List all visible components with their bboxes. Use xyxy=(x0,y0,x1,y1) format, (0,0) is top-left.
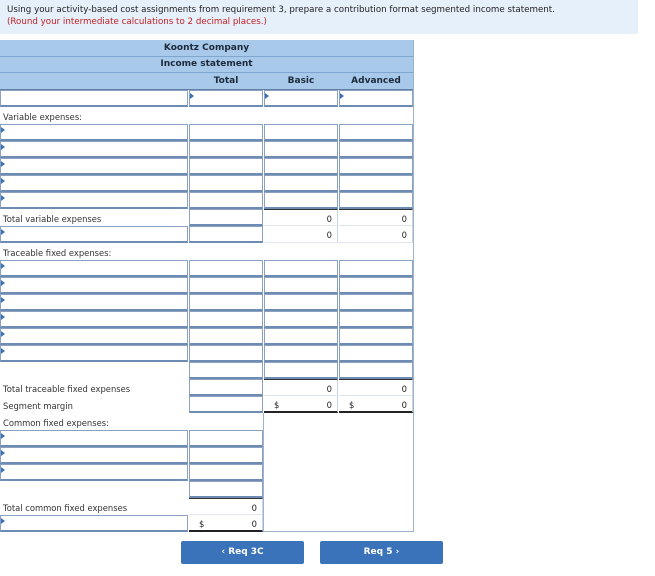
table-bottom-border xyxy=(263,531,414,532)
traceable-fixed-row xyxy=(0,362,413,379)
total-traceable-fixed-label: Total traceable fixed expenses xyxy=(3,384,131,394)
common-fixed-total-input[interactable] xyxy=(189,464,263,481)
column-header-row xyxy=(0,73,413,90)
segment-margin-advanced-value xyxy=(339,396,413,413)
common-fixed-label-input[interactable] xyxy=(0,447,188,464)
traceable-fixed-label-input[interactable] xyxy=(0,311,188,328)
common-fixed-heading-row xyxy=(0,413,413,430)
contribution-margin-total-input[interactable] xyxy=(189,226,263,243)
prev-req-button[interactable] xyxy=(181,541,304,564)
total-variable-expenses-row xyxy=(0,209,413,226)
chevron-left-icon: ‹ xyxy=(221,547,226,557)
traceable-fixed-advanced-input[interactable] xyxy=(339,345,413,362)
variable-expense-advanced-input[interactable] xyxy=(339,141,413,158)
traceable-fixed-basic-input[interactable] xyxy=(264,345,338,362)
segment-margin-total-input[interactable] xyxy=(189,396,263,413)
contribution-margin-basic-value: 0 xyxy=(264,226,338,243)
segment-margin-row xyxy=(0,396,413,413)
traceable-fixed-label-input[interactable] xyxy=(0,328,188,345)
variable-expense-total-input[interactable] xyxy=(189,192,263,209)
traceable-fixed-total-input[interactable] xyxy=(189,362,263,379)
variable-expense-total-input[interactable] xyxy=(189,158,263,175)
variable-expenses-label: Variable expenses: xyxy=(3,112,83,122)
statement-title: Income statement xyxy=(0,57,413,73)
contribution-margin-row xyxy=(0,226,413,243)
traceable-fixed-basic-input[interactable] xyxy=(264,260,338,277)
sales-label-input[interactable] xyxy=(0,90,188,107)
common-fixed-row xyxy=(0,447,413,464)
common-fixed-total-input[interactable] xyxy=(189,481,263,498)
variable-expense-label-input[interactable] xyxy=(0,124,188,141)
segment-margin-advanced-dollar: $ xyxy=(349,400,355,410)
variable-expense-label-input[interactable] xyxy=(0,175,188,192)
total-variable-basic-value: 0 xyxy=(264,209,338,226)
variable-expense-advanced-input[interactable] xyxy=(339,124,413,141)
common-area-divider xyxy=(263,413,264,532)
variable-expense-advanced-input[interactable] xyxy=(339,158,413,175)
total-common-fixed-label: Total common fixed expenses xyxy=(3,503,128,513)
net-operating-income-total-value xyxy=(189,515,263,532)
common-fixed-row xyxy=(0,430,413,447)
instruction-note: (Round your intermediate calculations to 2 decimal places.) xyxy=(7,16,267,27)
total-variable-expenses-label: Total variable expenses xyxy=(3,214,102,224)
variable-expense-row xyxy=(0,158,413,175)
traceable-fixed-total-input[interactable] xyxy=(189,277,263,294)
segment-margin-basic-amount: 0 xyxy=(326,400,332,410)
variable-expense-row xyxy=(0,141,413,158)
traceable-fixed-total-input[interactable] xyxy=(189,260,263,277)
variable-expense-row xyxy=(0,192,413,209)
variable-expense-basic-input[interactable] xyxy=(264,175,338,192)
segment-margin-label: Segment margin xyxy=(3,401,73,411)
instruction-panel xyxy=(0,0,638,34)
traceable-fixed-advanced-input[interactable] xyxy=(339,260,413,277)
traceable-fixed-advanced-input[interactable] xyxy=(339,311,413,328)
variable-expense-row xyxy=(0,124,413,141)
net-operating-income-row xyxy=(0,515,413,532)
variable-expense-label-input[interactable] xyxy=(0,158,188,175)
variable-expense-total-input[interactable] xyxy=(189,124,263,141)
table-right-border xyxy=(413,40,414,532)
total-common-fixed-value: 0 xyxy=(189,498,263,515)
segment-margin-basic-value xyxy=(264,396,338,413)
common-fixed-label: Common fixed expenses: xyxy=(3,418,109,428)
net-operating-income-label-input[interactable] xyxy=(0,515,188,532)
traceable-fixed-row xyxy=(0,328,413,345)
total-common-fixed-row xyxy=(0,498,413,515)
traceable-fixed-basic-input[interactable] xyxy=(264,294,338,311)
total-variable-advanced-value: 0 xyxy=(339,209,413,226)
traceable-fixed-heading-row xyxy=(0,243,413,260)
net-operating-income-amount: 0 xyxy=(251,519,257,529)
traceable-fixed-advanced-input[interactable] xyxy=(339,294,413,311)
variable-expense-label-input[interactable] xyxy=(0,141,188,158)
traceable-fixed-basic-input[interactable] xyxy=(264,328,338,345)
traceable-fixed-advanced-input[interactable] xyxy=(339,277,413,294)
variable-expense-row xyxy=(0,175,413,192)
total-traceable-advanced-value: 0 xyxy=(339,379,413,396)
traceable-fixed-label-input[interactable] xyxy=(0,277,188,294)
traceable-fixed-total-input[interactable] xyxy=(189,311,263,328)
variable-expense-basic-input[interactable] xyxy=(264,192,338,209)
variable-expense-basic-input[interactable] xyxy=(264,141,338,158)
traceable-fixed-label-input[interactable] xyxy=(0,345,188,362)
traceable-fixed-row xyxy=(0,277,413,294)
traceable-fixed-basic-input[interactable] xyxy=(264,362,338,379)
total-variable-total-input[interactable] xyxy=(189,209,263,226)
sales-total-input[interactable] xyxy=(189,90,263,107)
column-total: Total xyxy=(213,76,239,86)
sales-row xyxy=(0,90,413,107)
traceable-fixed-total-input[interactable] xyxy=(189,345,263,362)
prev-req-label: Req 3C xyxy=(228,547,264,557)
variable-expense-basic-input[interactable] xyxy=(264,158,338,175)
contribution-margin-label-input[interactable] xyxy=(0,226,188,243)
common-fixed-total-input[interactable] xyxy=(189,447,263,464)
sales-advanced-input[interactable] xyxy=(339,90,413,107)
total-traceable-basic-value: 0 xyxy=(264,379,338,396)
column-basic: Basic xyxy=(287,76,315,86)
column-advanced: Advanced xyxy=(351,76,401,86)
next-req-label: Req 5 xyxy=(363,547,393,557)
traceable-fixed-row xyxy=(0,294,413,311)
variable-expense-basic-input[interactable] xyxy=(264,124,338,141)
traceable-fixed-basic-input[interactable] xyxy=(264,277,338,294)
traceable-fixed-total-input[interactable] xyxy=(189,328,263,345)
segment-margin-basic-dollar: $ xyxy=(274,400,280,410)
traceable-fixed-basic-input[interactable] xyxy=(264,311,338,328)
traceable-fixed-total-input[interactable] xyxy=(189,294,263,311)
common-fixed-row xyxy=(0,464,413,481)
contribution-margin-advanced-value: 0 xyxy=(339,226,413,243)
variable-expense-total-input[interactable] xyxy=(189,141,263,158)
total-traceable-fixed-row xyxy=(0,379,413,396)
segment-margin-advanced-amount: 0 xyxy=(401,400,407,410)
instruction-text: Using your activity-based cost assignments from requirement 3, prepare a contribution format segmented income statement. xyxy=(7,5,555,15)
common-fixed-row xyxy=(0,481,413,498)
chevron-right-icon: › xyxy=(395,547,400,557)
traceable-fixed-advanced-input[interactable] xyxy=(339,328,413,345)
variable-expense-label-input[interactable] xyxy=(0,192,188,209)
variable-expense-total-input[interactable] xyxy=(189,175,263,192)
variable-expense-advanced-input[interactable] xyxy=(339,192,413,209)
common-fixed-label-input[interactable] xyxy=(0,464,188,481)
traceable-fixed-advanced-input[interactable] xyxy=(339,362,413,379)
total-traceable-total-input[interactable] xyxy=(189,379,263,396)
traceable-fixed-row xyxy=(0,260,413,277)
variable-expenses-heading-row xyxy=(0,107,413,124)
traceable-fixed-label-input[interactable] xyxy=(0,260,188,277)
common-fixed-label-input[interactable] xyxy=(0,430,188,447)
variable-expense-advanced-input[interactable] xyxy=(339,175,413,192)
next-req-button[interactable] xyxy=(320,541,443,564)
traceable-fixed-label-input[interactable] xyxy=(0,294,188,311)
sales-basic-input[interactable] xyxy=(264,90,338,107)
common-fixed-total-input[interactable] xyxy=(189,430,263,447)
traceable-fixed-label: Traceable fixed expenses: xyxy=(3,248,112,258)
traceable-fixed-row xyxy=(0,345,413,362)
traceable-fixed-row xyxy=(0,311,413,328)
company-name: Koontz Company xyxy=(0,40,413,57)
net-operating-income-dollar: $ xyxy=(199,519,205,529)
